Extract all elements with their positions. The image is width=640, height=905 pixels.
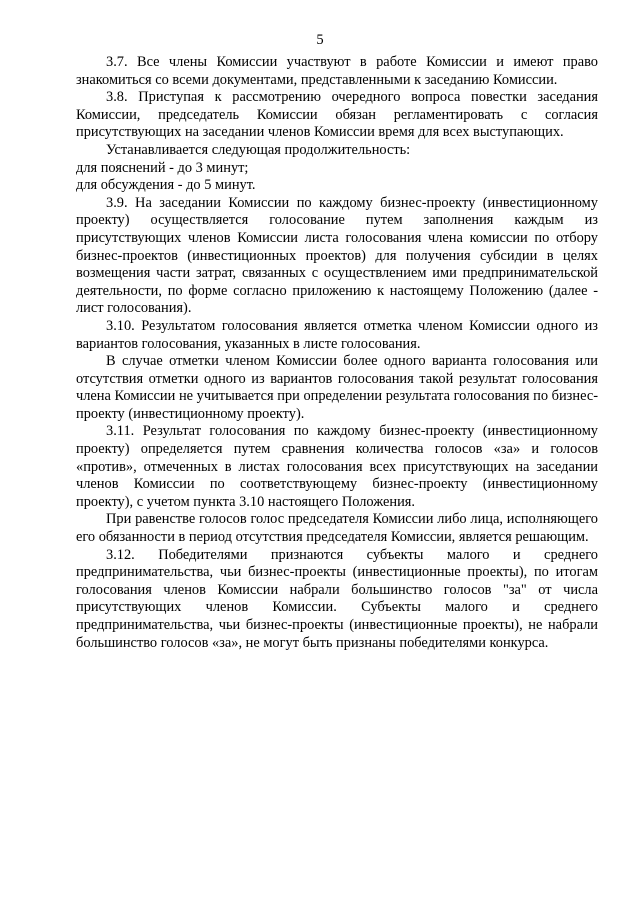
document-body: [76, 54, 598, 652]
paragraph-tie-vote: При равенстве голосов голос председателя Комиссии либо лица, исполняющего его обязанности в период отсутствия председателя Комиссии, является решающим.: [76, 511, 598, 546]
paragraph-3-8: 3.8. Приступая к рассмотрению очередного вопроса повестки заседания Комиссии, председатель Комиссии обязан регламентировать с согласия присутствующих на заседании членов Комиссии время для всех выступающих.: [76, 89, 598, 141]
list-item-explanations: для пояснений - до 3 минут;: [76, 159, 249, 176]
paragraph-multiple-marks: В случае отметки членом Комиссии более одного варианта голосования или отсутствия отметки одного из вариантов голосования такой результат голосования члена Комиссии не учитывается при определении результата голосования по бизнес-проекту (инвестиционному проекту).: [76, 353, 598, 422]
paragraph-3-9: 3.9. На заседании Комиссии по каждому бизнес-проекту (инвестиционному проекту) осуществляется голосование путем заполнения каждым из присутствующих членов Комиссии листа голосования члена комиссии по отбору бизнес-проектов (инвестиционных проектов) для получения субсидии в целях возмещения части затрат, связанных с осуществлением ими предпринимательской деятельности, по форме согласно приложению к настоящему Положению (далее - лист голосования).: [76, 194, 598, 317]
list-item-discussion: для обсуждения - до 5 минут.: [76, 177, 256, 194]
paragraph-3-7: 3.7. Все члены Комиссии участвуют в работе Комиссии и имеют право знакомиться со всеми документами, представленными к заседанию Комиссии.: [76, 54, 598, 88]
paragraph-3-11: 3.11. Результат голосования по каждому бизнес-проекту (инвестиционному проекту) определяется путем сравнения количества голосов «за» и голосов «против», отмеченных в листах голосования всех присутствующих на заседании членов Комиссии по соответствующему бизнес-проекту (инвестиционному проекту), с учетом пункта 3.10 настоящего Положения.: [76, 423, 598, 510]
paragraph-3-10: 3.10. Результатом голосования является отметка членом Комиссии одного из вариантов голосования, указанных в листе голосования.: [76, 317, 598, 352]
paragraph-3-12: 3.12. Победителями признаются субъекты малого и среднего предпринимательства, чьи бизнес-проекты (инвестиционные проекты), по итогам голосования членов Комиссии набрали большинство голосов "за" от числа присутствующих членов Комиссии. Субъекты малого и среднего предпринимательства, чьи бизнес-проекты (инвестиционные проекты), не набрали большинство голосов «за», не могут быть признаны победителями конкурса.: [76, 546, 598, 651]
paragraph-duration-intro: Устанавливается следующая продолжительность:: [106, 141, 411, 158]
page-number: 5: [316, 32, 324, 48]
